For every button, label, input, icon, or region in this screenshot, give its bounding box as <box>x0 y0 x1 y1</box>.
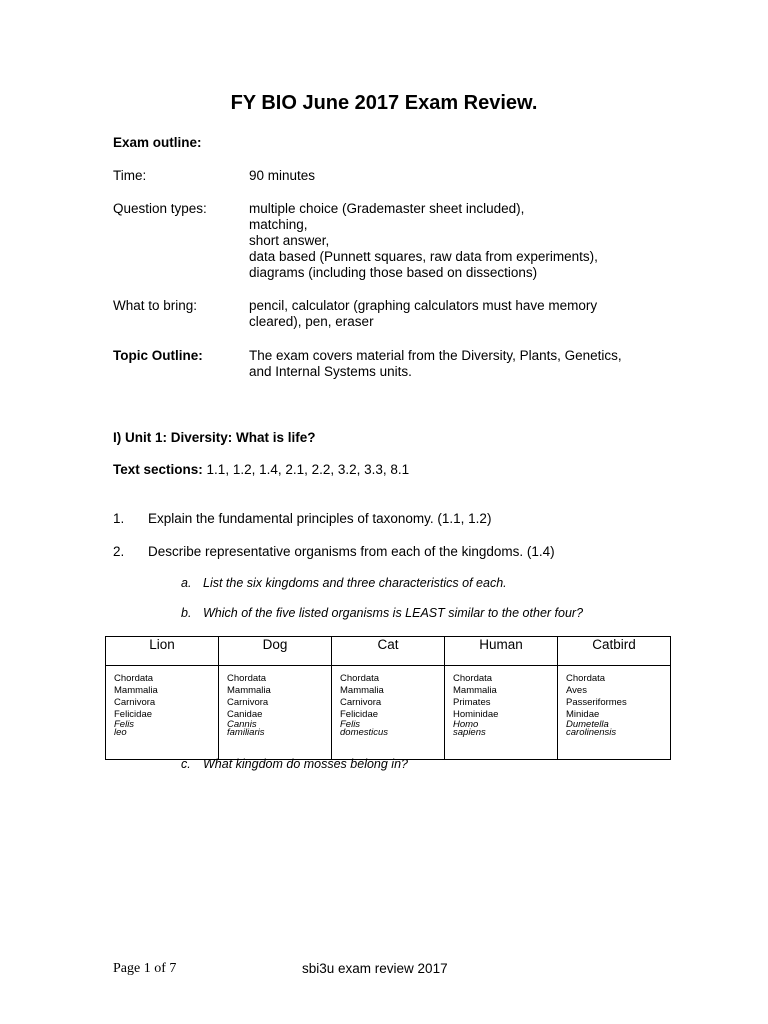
classification-cell-catbird <box>558 666 671 760</box>
organism-name-lion: Lion <box>106 637 219 666</box>
sub-item-letter: a. <box>181 576 192 590</box>
topic-line: The exam covers material from the Diversity, Plants, Genetics, <box>249 348 622 363</box>
sub-item-text: Which of the five listed organisms is LEAST similar to the other four? <box>203 606 584 620</box>
time-value-text: 90 minutes <box>249 168 316 183</box>
species: carolinensis <box>566 727 617 738</box>
family: Canidae <box>227 709 263 720</box>
time-value <box>249 168 649 184</box>
order: Carnivora <box>114 697 156 708</box>
class: Mammalia <box>227 685 271 696</box>
phylum: Chordata <box>566 673 606 684</box>
organism-name-human: Human <box>445 637 558 666</box>
genus: Felis <box>114 719 135 730</box>
family: Felicidae <box>114 709 153 720</box>
family: Hominidae <box>453 709 499 720</box>
organism-table <box>105 636 671 760</box>
phylum: Chordata <box>227 673 267 684</box>
organism-classification-row <box>106 666 671 760</box>
list-item-text: Describe representative organisms from each of the kingdoms. (1.4) <box>148 544 555 559</box>
list-item-number: 1. <box>113 511 125 526</box>
text-sections-value: 1.1, 1.2, 1.4, 2.1, 2.2, 3.2, 3.3, 8.1 <box>206 462 410 477</box>
text-sections-label: Text sections: <box>113 462 203 477</box>
classification-cell-human <box>445 666 558 760</box>
organism-name-cat: Cat <box>332 637 445 666</box>
bring-line: pencil, calculator (graphing calculators must have memory <box>249 298 598 313</box>
class: Mammalia <box>340 685 384 696</box>
classification-cell-dog <box>219 666 332 760</box>
organism-header-row <box>106 637 671 666</box>
order: Passeriformes <box>566 697 627 708</box>
question-type-line: data based (Punnett squares, raw data from experiments), <box>249 249 598 264</box>
exam-outline-heading: Exam outline: <box>113 135 202 150</box>
class: Mammalia <box>114 685 158 696</box>
question-types-list <box>249 201 649 281</box>
species: sapiens <box>453 727 486 738</box>
list-item-number: 2. <box>113 544 125 559</box>
time-label: Time: <box>113 168 147 183</box>
phylum: Chordata <box>114 673 154 684</box>
topic-line: and Internal Systems units. <box>249 364 412 379</box>
genus: Homo <box>453 719 479 730</box>
order: Primates <box>453 697 491 708</box>
genus: Felis <box>340 719 361 730</box>
unit1-heading: I) Unit 1: Diversity: What is life? <box>113 430 316 445</box>
family: Felicidae <box>340 709 379 720</box>
phylum: Chordata <box>340 673 380 684</box>
sub-item-c <box>181 757 408 771</box>
list-item-text: Explain the fundamental principles of taxonomy. (1.1, 1.2) <box>148 511 492 526</box>
list-item-1 <box>113 511 491 526</box>
page-number: Page 1 of 7 <box>113 961 177 976</box>
species: domesticus <box>340 727 389 738</box>
class: Aves <box>566 685 587 696</box>
organism-name-catbird: Catbird <box>558 637 671 666</box>
topic-outline-value <box>249 348 649 380</box>
question-type-line: diagrams (including those based on dissections) <box>249 265 538 280</box>
sub-item-b <box>181 606 583 620</box>
bring-label: What to bring: <box>113 298 198 313</box>
genus: Cannis <box>227 719 257 730</box>
page-title: FY BIO June 2017 Exam Review. <box>230 92 538 114</box>
order: Carnivora <box>227 697 269 708</box>
species: leo <box>114 727 127 738</box>
footer-title: sbi3u exam review 2017 <box>302 961 448 976</box>
order: Carnivora <box>340 697 382 708</box>
classification-cell-lion <box>106 666 219 760</box>
sub-item-letter: c. <box>181 757 191 771</box>
question-type-line: multiple choice (Grademaster sheet included), <box>249 201 525 216</box>
sub-item-letter: b. <box>181 606 192 620</box>
question-type-line: short answer, <box>249 233 330 248</box>
question-type-line: matching, <box>249 217 308 232</box>
sub-item-a <box>181 576 507 590</box>
sub-item-text: List the six kingdoms and three characteristics of each. <box>203 576 507 590</box>
list-item-2 <box>113 544 555 559</box>
genus: Dumetella <box>566 719 609 730</box>
question-types-label: Question types: <box>113 201 207 216</box>
class: Mammalia <box>453 685 497 696</box>
species: familiaris <box>227 727 265 738</box>
text-sections <box>113 462 409 477</box>
bring-line: cleared), pen, eraser <box>249 314 374 329</box>
phylum: Chordata <box>453 673 493 684</box>
topic-outline-label: Topic Outline: <box>113 348 203 363</box>
classification-cell-cat <box>332 666 445 760</box>
organism-name-dog: Dog <box>219 637 332 666</box>
family: Minidae <box>566 709 600 720</box>
bring-value <box>249 298 649 330</box>
sub-item-text: What kingdom do mosses belong in? <box>203 757 408 771</box>
